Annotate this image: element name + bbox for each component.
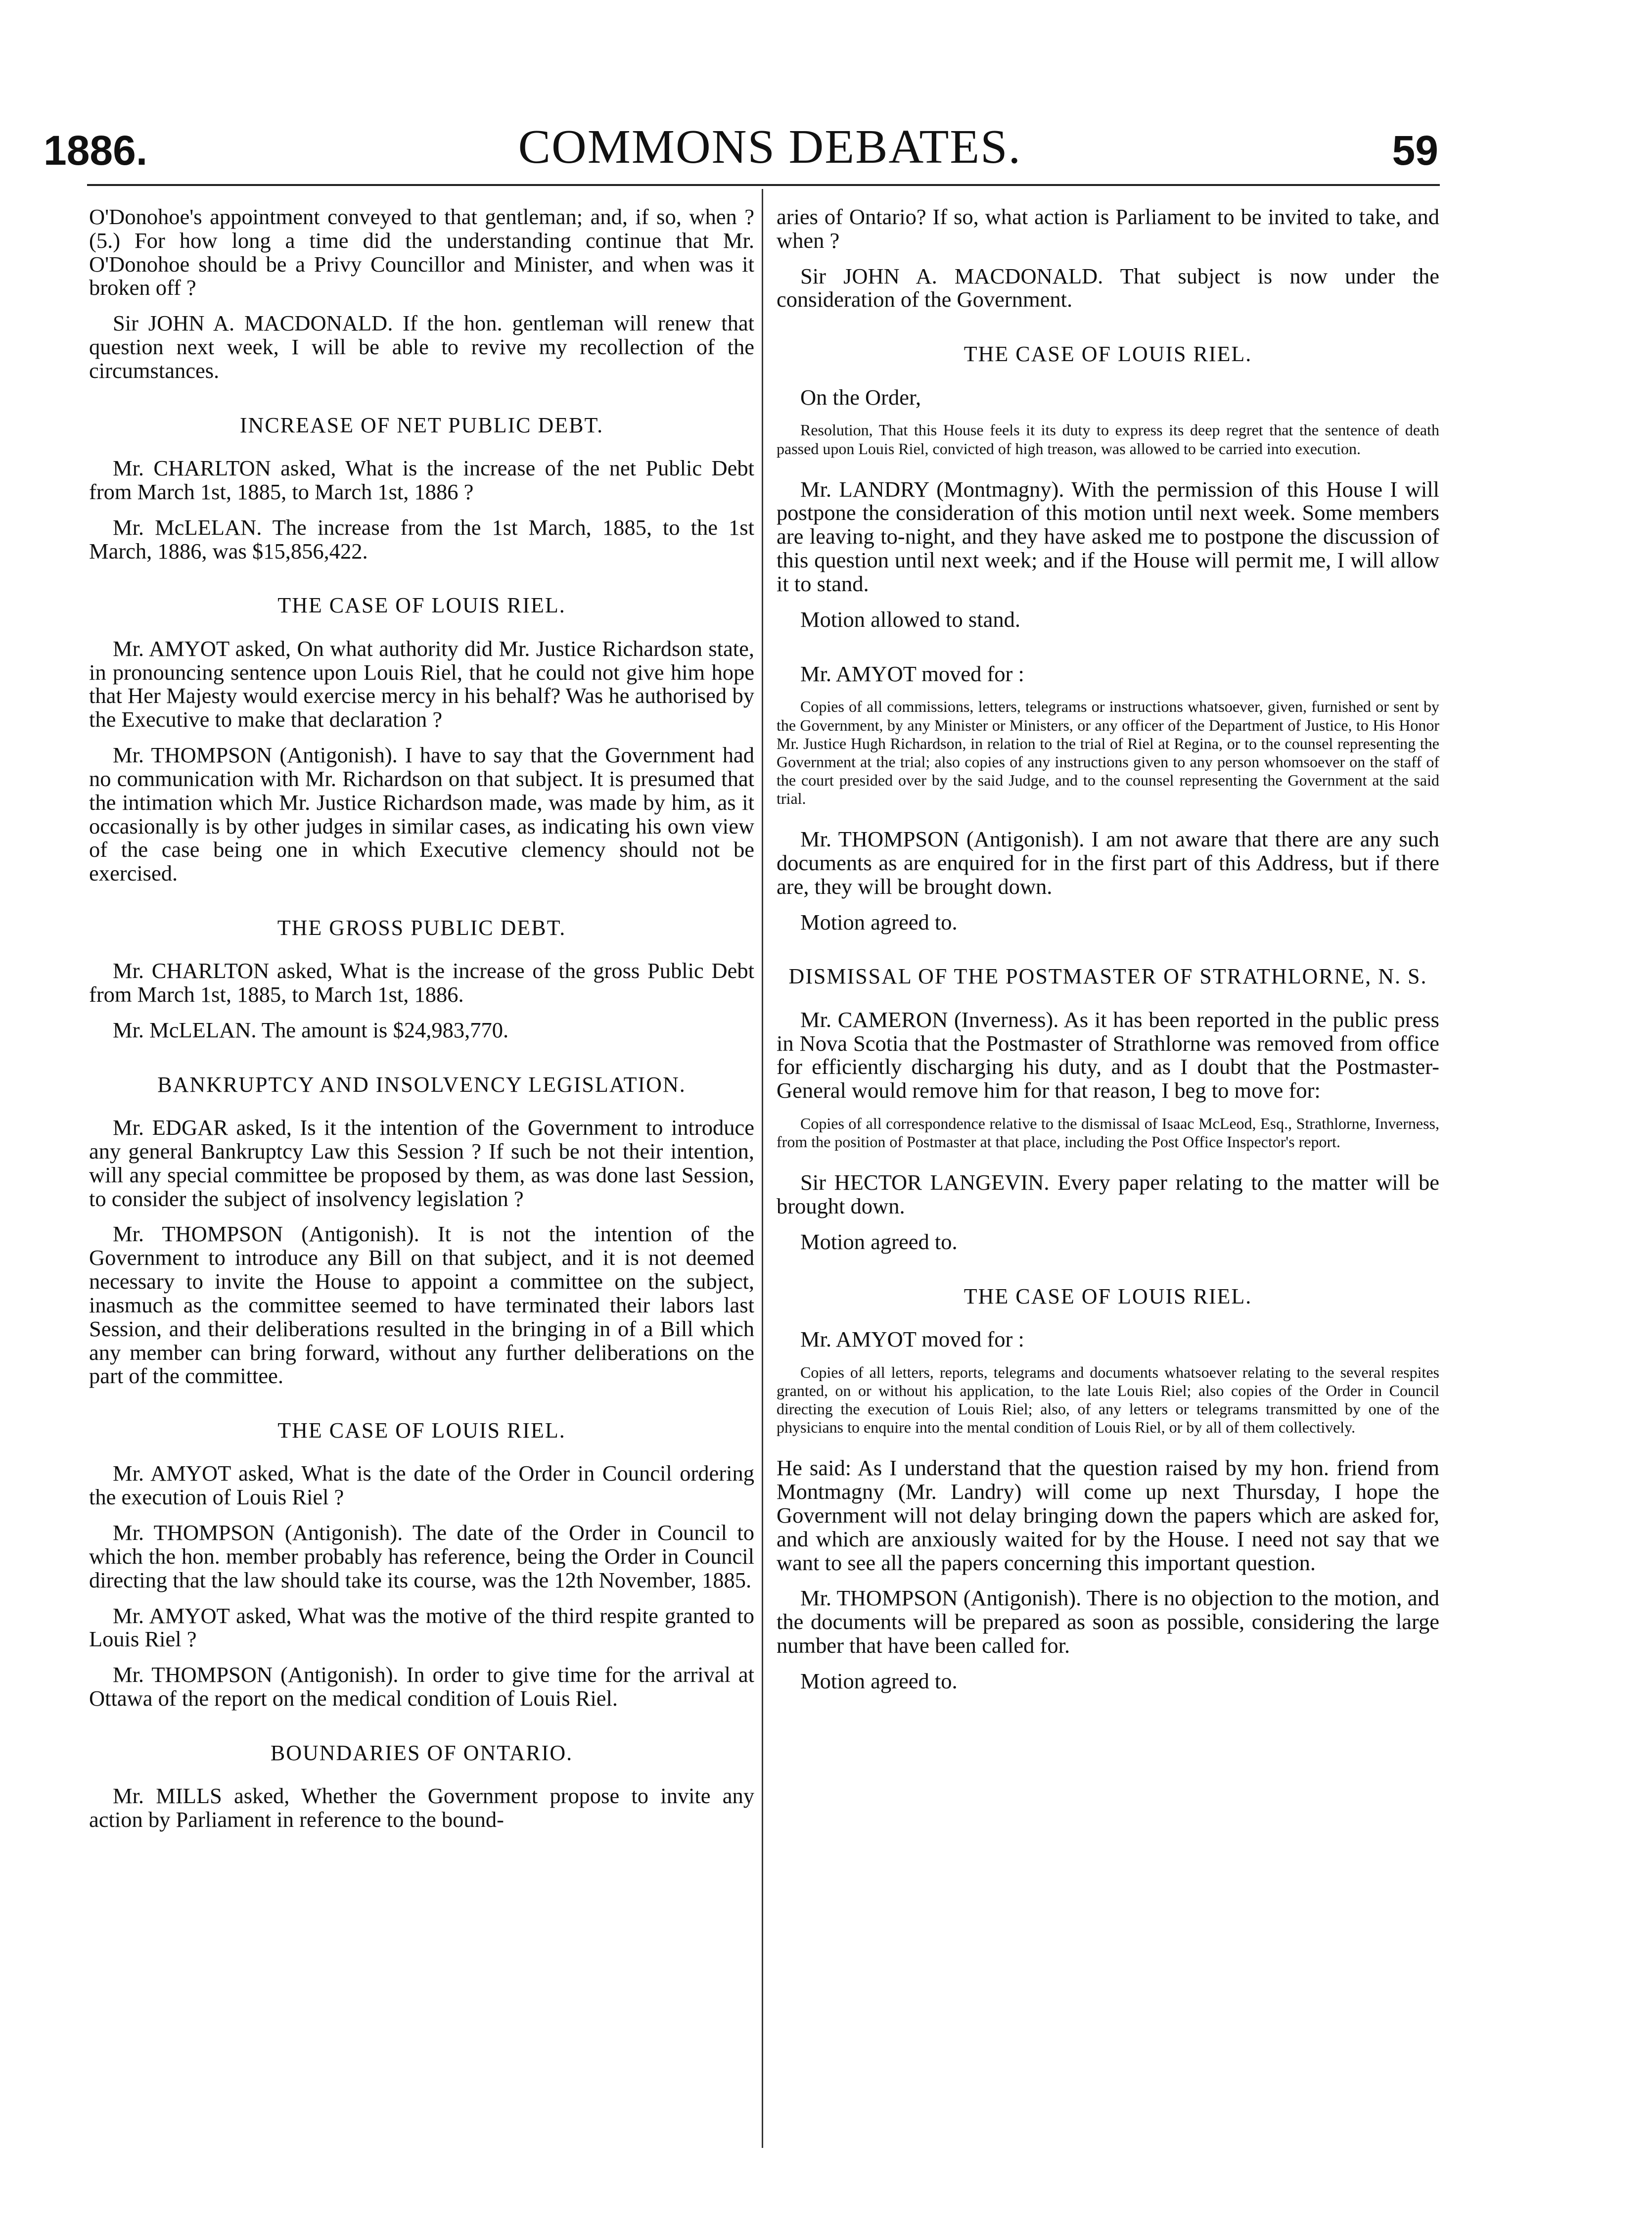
section-heading: INCREASE OF NET PUBLIC DEBT. bbox=[239, 413, 604, 437]
spacer bbox=[777, 644, 1439, 662]
motion-text: Copies of all letters, reports, telegrams and documents whatsoever relating to the several respites granted, on or without his application, to the late Louis Riel; also copies of the Order in Council directing the execution of Louis Riel; also, of any letters or telegrams transmitted by one of the physicians to enquire into the mental condition of Louis Riel, or by all of them collectively. bbox=[777, 1363, 1439, 1437]
section-heading: DISMISSAL OF THE POSTMASTER OF STRATHLORNE, N. S. bbox=[788, 964, 1427, 989]
header-rule bbox=[87, 184, 1440, 186]
section-heading: THE CASE OF LOUIS RIEL. bbox=[277, 593, 566, 618]
paragraph: Mr. LANDRY (Montmagny). With the permission of this House I will postpone the consideration of this motion until next week. Some members are leaving to-night, and they have asked me to postpone the discussion of this question until next week; and if the House will permit me, I will allow it to stand. bbox=[777, 476, 1439, 596]
left-column bbox=[89, 205, 754, 1844]
paragraph: Sir JOHN A. MACDONALD. That subject is now under the consideration of the Government. bbox=[777, 263, 1439, 312]
page-header bbox=[44, 117, 1438, 174]
paragraph: Mr. AMYOT asked, What is the date of the Order in Council ordering the execution of Louis Riel ? bbox=[89, 1461, 754, 1510]
paragraph: Mr. McLELAN. The amount is $24,983,770. bbox=[113, 1017, 509, 1042]
paragraph: Mr. CAMERON (Inverness). As it has been reported in the public press in Nova Scotia that the Postmaster of Strathlorne was removed from office for efficiently discharging his duty, and as I doubt that the Postmaster-General would remove him for that reason, I beg to move for: bbox=[777, 1007, 1439, 1103]
section-heading: BOUNDARIES OF ONTARIO. bbox=[270, 1740, 573, 1765]
section-heading: BANKRUPTCY AND INSOLVENCY LEGISLATION. bbox=[157, 1072, 686, 1097]
paragraph: Mr. AMYOT moved for : bbox=[800, 661, 1024, 686]
paragraph: Sir JOHN A. MACDONALD. If the hon. gentleman will renew that question next week, I will be able to revive my recollection of the circumstances. bbox=[89, 311, 754, 383]
paragraph: Mr. CHARLTON asked, What is the increase of the gross Public Debt from March 1st, 1885, to March 1st, 1886. bbox=[89, 958, 754, 1007]
motion-text: Copies of all correspondence relative to the dismissal of Isaac McLeod, Esq., Strathlorne, Inverness, from the position of Postmaster at that place, including the Post Office Inspector's report. bbox=[777, 1115, 1439, 1151]
section-heading: THE CASE OF LOUIS RIEL. bbox=[964, 342, 1252, 367]
paragraph: He said: As I understand that the question raised by my hon. friend from Montmagny (Mr. Landry) will come up next Thursday, I hope the Government will not delay bringing down the papers which are asked for, and which are anxiously waited for by the House. I need not say that we want to see all the papers concerning this important question. bbox=[777, 1455, 1439, 1575]
right-column bbox=[777, 205, 1439, 1705]
paragraph: Mr. AMYOT moved for : bbox=[800, 1327, 1024, 1352]
paragraph: Mr. THOMPSON (Antigonish). I am not aware that there are any such documents as are enquired for in the first part of this Address, but if there are, they will be brought down. bbox=[777, 827, 1439, 899]
paragraph: Mr. AMYOT asked, On what authority did Mr. Justice Richardson state, in pronouncing sentence upon Louis Riel, that he could not give him hope that Her Majesty would exercise mercy in his behalf? Was he authorised by the Executive to make that declaration ? bbox=[89, 636, 754, 732]
paragraph: Mr. CHARLTON asked, What is the increase of the net Public Debt from March 1st, 1885, to March 1st, 1886 ? bbox=[89, 456, 754, 504]
paragraph: aries of Ontario? If so, what action is Parliament to be invited to take, and when ? bbox=[777, 204, 1439, 253]
paragraph: Mr. THOMPSON (Antigonish). There is no objection to the motion, and the documents will be prepared as soon as possible, considering the large number that have been called for. bbox=[777, 1585, 1439, 1658]
section-heading: THE CASE OF LOUIS RIEL. bbox=[277, 1418, 566, 1443]
motion-text: Resolution, That this House feels it its duty to express its deep regret that the sentence of death passed upon Louis Riel, convicted of high treason, was allowed to be carried into execution. bbox=[777, 421, 1439, 458]
paragraph: Motion allowed to stand. bbox=[800, 606, 1020, 632]
paragraph: Motion agreed to. bbox=[800, 1229, 958, 1254]
section-heading: THE GROSS PUBLIC DEBT. bbox=[277, 915, 566, 940]
paragraph: Mr. THOMPSON (Antigonish). The date of the Order in Council to which the hon. member probably has reference, being the Order in Council directing that the law should take its course, was the 12th November, 1885. bbox=[89, 1520, 754, 1592]
paragraph: Mr. MILLS asked, Whether the Government propose to invite any action by Parliament in reference to the bound- bbox=[89, 1783, 754, 1832]
paragraph: Mr. THOMPSON (Antigonish). In order to give time for the arrival at Ottawa of the report on the medical condition of Louis Riel. bbox=[89, 1662, 754, 1711]
paragraph: Mr. McLELAN. The increase from the 1st March, 1885, to the 1st March, 1886, was $15,856,422. bbox=[89, 514, 754, 563]
paragraph: Motion agreed to. bbox=[800, 909, 958, 934]
section-heading: THE CASE OF LOUIS RIEL. bbox=[964, 1284, 1252, 1308]
header-year: 1886. bbox=[44, 127, 148, 174]
paragraph: On the Order, bbox=[800, 384, 921, 410]
paragraph: Mr. THOMPSON (Antigonish). It is not the intention of the Government to introduce any Bill on that subject, and it is not deemed necessary to invite the House to appoint a committee on the subject, inasmuch as the committee seemed to have terminated their labors last Session, and their deliberations resulted in the bringing in of a Bill which any member can bring forward, without any further deliberations on the part of the committee. bbox=[89, 1221, 754, 1389]
paragraph: Motion agreed to. bbox=[800, 1668, 958, 1693]
paragraph: Mr. EDGAR asked, Is it the intention of the Government to introduce any general Bankruptcy Law this Session ? If such be not their intention, will any special committee be proposed by them, as was done last Session, to consider the subject of insolvency legislation ? bbox=[89, 1115, 754, 1211]
header-page-number: 59 bbox=[1392, 127, 1438, 174]
paragraph: Sir HECTOR LANGEVIN. Every paper relating to the matter will be brought down. bbox=[777, 1170, 1439, 1219]
column-divider bbox=[762, 189, 763, 2148]
header-title: COMMONS DEBATES. bbox=[518, 120, 1022, 174]
paragraph: O'Donohoe's appointment conveyed to that gentleman; and, if so, when ? (5.) For how long a time did the understanding continue that Mr. O'Donohoe should be a Privy Councillor and Minister, and when was it broken off ? bbox=[89, 204, 754, 300]
paragraph: Mr. AMYOT asked, What was the motive of the third respite granted to Louis Riel ? bbox=[89, 1603, 754, 1652]
paragraph: Mr. THOMPSON (Antigonish). I have to say that the Government had no communication with Mr. Richardson on that subject. It is presumed that the intimation which Mr. Justice Richardson made, was made by him, as it occasionally is by other judges in similar cases, as indicating his own view of the case being one in which Executive clemency should not be exercised. bbox=[89, 743, 754, 886]
motion-text: Copies of all commissions, letters, telegrams or instructions whatsoever, given, furnished or sent by the Government, by any Minister or Ministers, or any officer of the Department of Justice, to His Honor Mr. Justice Hugh Richardson, in relation to the trial of Riel at Regina, or to the counsel representing the Government at the trial; also copies of any instructions given to any person whomsoever on the staff of the court presided over by the said Judge, and to the counsel representing the Government at the said trial. bbox=[777, 698, 1439, 807]
